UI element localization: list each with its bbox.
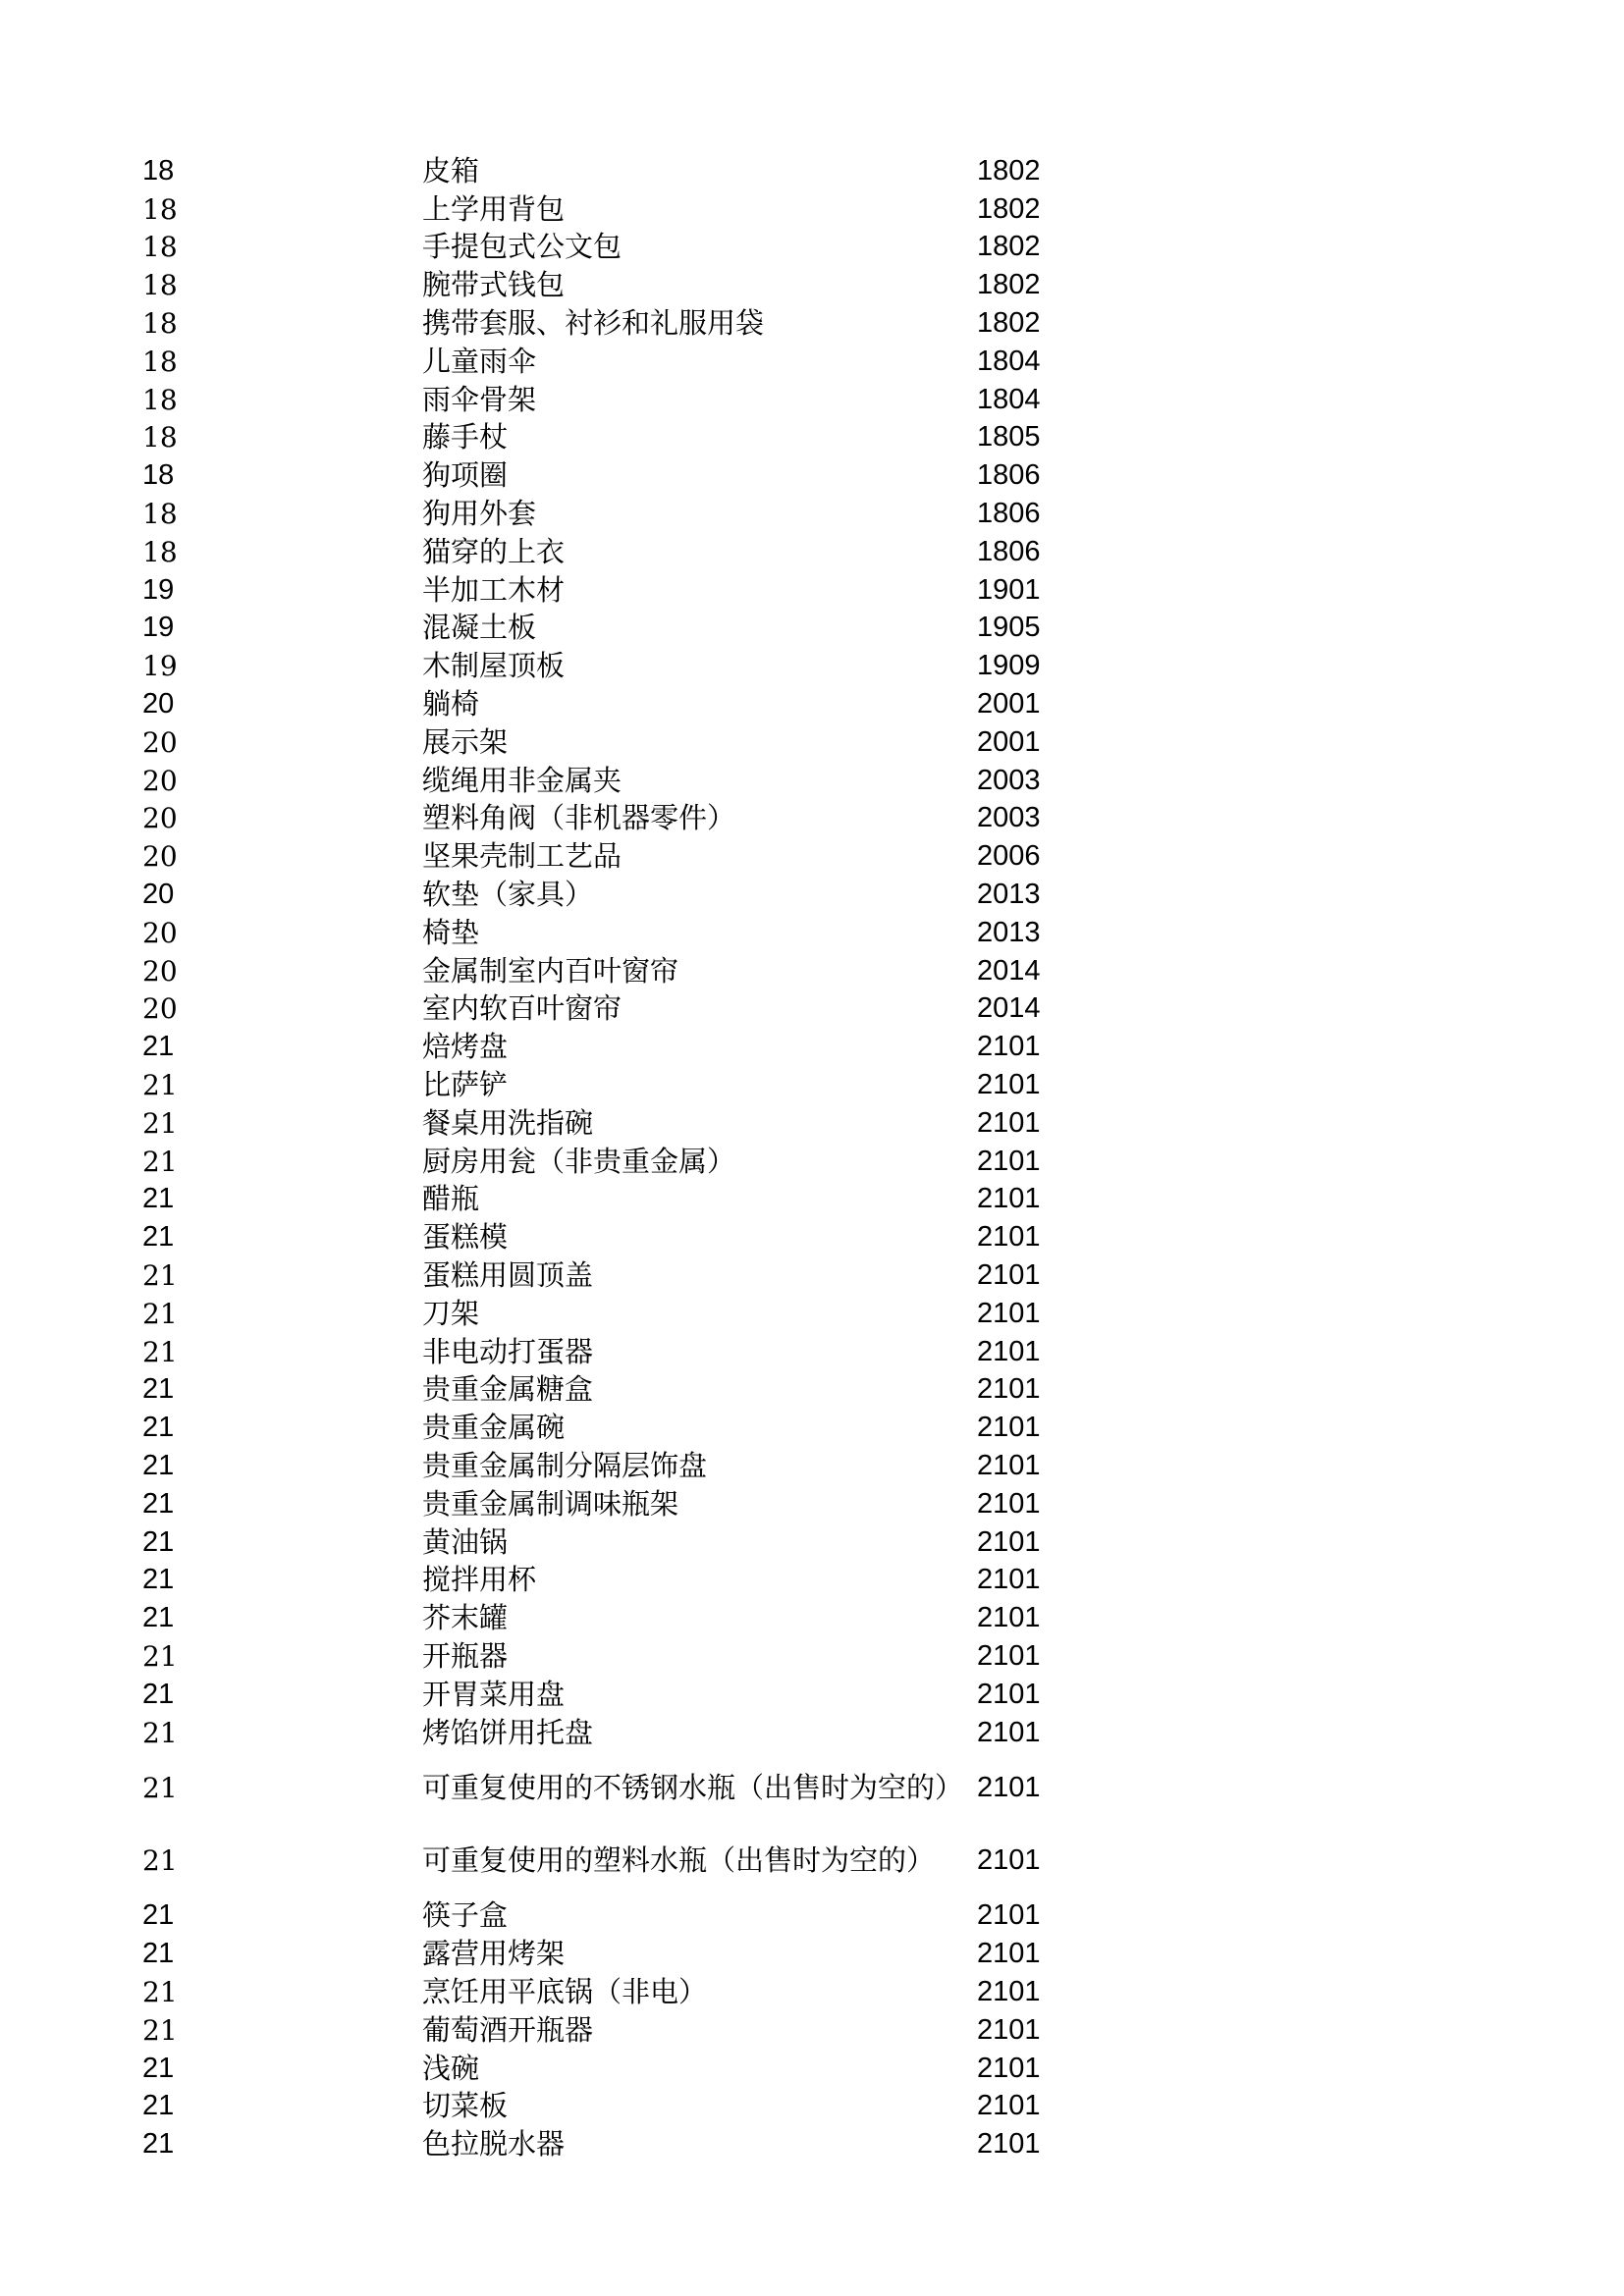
goods-name: 贵重金属制分隔层饰盘: [422, 1448, 708, 1482]
table-row: [0, 610, 1624, 648]
goods-name: 烤馅饼用托盘: [422, 1715, 594, 1749]
class-number: 20: [142, 916, 178, 949]
table-row: [0, 1104, 1624, 1143]
class-number: 21: [142, 1899, 175, 1932]
goods-name: 葡萄酒开瓶器: [422, 2012, 594, 2047]
subclass-code: 2101: [977, 1069, 1041, 1101]
table-row: [0, 571, 1624, 610]
subclass-code: 2101: [977, 1975, 1041, 2007]
table-row: [0, 152, 1624, 190]
subclass-code: 2101: [977, 2128, 1041, 2161]
table-row: [0, 762, 1624, 800]
subclass-code: 1806: [977, 459, 1041, 492]
class-number: 19: [142, 573, 175, 606]
goods-name: 烹饪用平底锅（非电）: [422, 1974, 708, 2008]
class-number: 18: [142, 498, 178, 531]
subclass-code: 1802: [977, 154, 1041, 187]
table-row: [0, 266, 1624, 304]
goods-name: 室内软百叶窗帘: [422, 991, 623, 1026]
class-number: 18: [142, 269, 178, 302]
class-number: 21: [142, 1069, 178, 1102]
class-number: 20: [142, 840, 178, 874]
table-row: [0, 1409, 1624, 1447]
class-number: 21: [142, 1975, 178, 2008]
goods-name: 贵重金属糖盒: [422, 1372, 594, 1407]
goods-name: 混凝土板: [422, 611, 537, 645]
table-row: [0, 304, 1624, 343]
table-row: [0, 647, 1624, 685]
table-row: [0, 1973, 1624, 2011]
subclass-code: 1909: [977, 650, 1041, 682]
subclass-code: 2001: [977, 688, 1041, 721]
subclass-code: 1802: [977, 307, 1041, 340]
goods-name: 雨伞骨架: [422, 382, 537, 416]
subclass-code: 2101: [977, 2052, 1041, 2084]
goods-name: 可重复使用的不锈钢水瓶（出售时为空的）: [422, 1770, 964, 1804]
class-number: 21: [142, 1843, 178, 1877]
class-number: 21: [142, 1716, 178, 1749]
subclass-code: 2101: [977, 1106, 1041, 1139]
subclass-code: 2101: [977, 1639, 1041, 1672]
class-number: 21: [142, 1221, 175, 1254]
class-number: 18: [142, 192, 178, 226]
goods-name: 黄油锅: [422, 1524, 509, 1559]
class-number: 21: [142, 1373, 175, 1406]
table-row: [0, 876, 1624, 914]
table-row: [0, 1676, 1624, 1714]
table-row: [0, 343, 1624, 381]
class-number: 18: [142, 307, 178, 341]
table-row: [0, 837, 1624, 876]
subclass-code: 2101: [977, 1297, 1041, 1329]
goods-name: 儿童雨伞: [422, 344, 537, 378]
table-row: [0, 1523, 1624, 1562]
table-row: [0, 685, 1624, 723]
goods-name: 露营用烤架: [422, 1937, 566, 1971]
goods-name: 藤手杖: [422, 420, 509, 454]
goods-name: 色拉脱水器: [422, 2127, 566, 2162]
table-row: [0, 1485, 1624, 1523]
table-row: [0, 1824, 1624, 1896]
class-number: 21: [142, 1487, 175, 1520]
subclass-code: 2014: [977, 954, 1041, 987]
subclass-code: 2101: [977, 1259, 1041, 1291]
subclass-code: 2003: [977, 764, 1041, 796]
class-number: 21: [142, 1335, 178, 1368]
goods-name: 上学用背包: [422, 191, 566, 226]
table-row: [0, 1935, 1624, 1973]
class-number: 21: [142, 1678, 175, 1710]
subclass-code: 2101: [977, 1221, 1041, 1254]
subclass-code: 2101: [977, 1031, 1041, 1063]
table-row: [0, 2125, 1624, 2163]
goods-name: 塑料角阀（非机器零件）: [422, 801, 736, 835]
class-number: 21: [142, 1771, 178, 1804]
table-row: [0, 914, 1624, 952]
goods-name: 贵重金属碗: [422, 1411, 566, 1445]
table-row: [0, 1714, 1624, 1752]
class-number: 20: [142, 954, 178, 988]
subclass-code: 2101: [977, 1449, 1041, 1481]
table-row: [0, 2050, 1624, 2088]
table-row: [0, 2087, 1624, 2125]
class-number: 20: [142, 992, 178, 1026]
class-number: 18: [142, 231, 178, 264]
goods-name: 椅垫: [422, 915, 480, 949]
class-number: 20: [142, 725, 178, 759]
subclass-code: 2013: [977, 916, 1041, 948]
class-number: 20: [142, 764, 178, 797]
class-number: 21: [142, 1525, 175, 1558]
subclass-code: 2101: [977, 2090, 1041, 2122]
table-row: [0, 1295, 1624, 1333]
subclass-code: 2101: [977, 1938, 1041, 1970]
table-row: [0, 1561, 1624, 1599]
class-number: 21: [142, 1183, 175, 1215]
class-number: 21: [142, 1449, 175, 1481]
table-row: [0, 229, 1624, 267]
subclass-code: 1901: [977, 573, 1041, 606]
table-row: [0, 1066, 1624, 1104]
table-row: [0, 1181, 1624, 1219]
goods-name: 芥末罐: [422, 1601, 509, 1635]
subclass-code: 1806: [977, 535, 1041, 567]
table-row: [0, 1751, 1624, 1824]
table-row: [0, 1256, 1624, 1295]
table-row: [0, 800, 1624, 838]
class-number: 21: [142, 2052, 175, 2084]
subclass-code: 2101: [977, 1335, 1041, 1367]
goods-name: 餐桌用洗指碗: [422, 1105, 594, 1140]
class-number: 18: [142, 154, 175, 187]
table-row: [0, 1637, 1624, 1676]
table-row: [0, 952, 1624, 990]
subclass-code: 2101: [977, 1183, 1041, 1215]
goods-name: 开胃菜用盘: [422, 1677, 566, 1711]
class-number: 21: [142, 1297, 178, 1330]
subclass-code: 1905: [977, 612, 1041, 644]
goods-name: 蛋糕模: [422, 1220, 509, 1255]
goods-name: 贵重金属制调味瓶架: [422, 1486, 679, 1521]
goods-name: 手提包式公文包: [422, 230, 623, 264]
subclass-code: 2006: [977, 840, 1041, 873]
class-number: 21: [142, 1639, 178, 1673]
subclass-code: 1806: [977, 498, 1041, 530]
table-row: [0, 381, 1624, 419]
class-number: 20: [142, 802, 178, 835]
subclass-code: 2101: [977, 1145, 1041, 1177]
goods-name: 软垫（家具）: [422, 878, 594, 912]
goods-name: 刀架: [422, 1296, 480, 1330]
goods-name: 厨房用瓮（非贵重金属）: [422, 1144, 736, 1178]
goods-name: 木制屋顶板: [422, 649, 566, 683]
subclass-code: 1805: [977, 421, 1041, 454]
subclass-code: 2101: [977, 1373, 1041, 1406]
goods-name: 比萨铲: [422, 1068, 509, 1102]
table-row: [0, 190, 1624, 229]
goods-name: 搅拌用杯: [422, 1563, 537, 1597]
class-number: 21: [142, 1145, 178, 1178]
table-row: [0, 1371, 1624, 1410]
subclass-code: 2101: [977, 1602, 1041, 1634]
class-number: 18: [142, 535, 178, 568]
class-number: 21: [142, 1602, 175, 1634]
class-number: 21: [142, 2090, 175, 2122]
table-row: [0, 1028, 1624, 1066]
subclass-code: 1802: [977, 231, 1041, 263]
table-row: [0, 533, 1624, 571]
class-number: 21: [142, 2013, 178, 2047]
table-row: [0, 723, 1624, 762]
subclass-code: 2003: [977, 802, 1041, 834]
goods-name: 狗项圈: [422, 458, 509, 493]
subclass-code: 2101: [977, 1412, 1041, 1444]
class-number: 20: [142, 879, 175, 911]
goods-name: 蛋糕用圆顶盖: [422, 1258, 594, 1292]
class-number: 21: [142, 1031, 175, 1063]
goods-name: 半加工木材: [422, 572, 566, 607]
goods-name: 可重复使用的塑料水瓶（出售时为空的）: [422, 1842, 936, 1877]
class-number: 18: [142, 421, 178, 454]
table-row: [0, 1333, 1624, 1371]
goods-name: 筷子盒: [422, 1898, 509, 1933]
goods-name: 金属制室内百叶窗帘: [422, 953, 679, 988]
subclass-code: 2101: [977, 2013, 1041, 2046]
class-number: 20: [142, 688, 175, 721]
table-row: [0, 1143, 1624, 1181]
class-number: 21: [142, 1106, 178, 1140]
goods-name: 醋瓶: [422, 1182, 480, 1216]
goods-name: 开瓶器: [422, 1638, 509, 1673]
subclass-code: 1804: [977, 345, 1041, 377]
subclass-code: 2013: [977, 879, 1041, 911]
table-row: [0, 990, 1624, 1029]
class-number: 21: [142, 1259, 178, 1292]
table-row: [0, 495, 1624, 533]
goods-name: 焙烤盘: [422, 1030, 509, 1064]
table-row: [0, 1599, 1624, 1637]
subclass-code: 1802: [977, 269, 1041, 301]
subclass-code: 2101: [977, 1716, 1041, 1748]
class-number: 19: [142, 612, 175, 644]
class-number: 21: [142, 1564, 175, 1596]
subclass-code: 2101: [977, 1771, 1041, 1803]
subclass-code: 2014: [977, 992, 1041, 1025]
goods-name: 切菜板: [422, 2089, 509, 2123]
goods-name: 皮箱: [422, 153, 480, 187]
table-row: [0, 1896, 1624, 1935]
class-number: 18: [142, 459, 175, 492]
subclass-code: 2101: [977, 1564, 1041, 1596]
goods-name: 浅碗: [422, 2051, 480, 2085]
goods-name: 猫穿的上衣: [422, 534, 566, 568]
table-row: [0, 2011, 1624, 2050]
subclass-code: 1802: [977, 192, 1041, 225]
goods-name: 腕带式钱包: [422, 268, 566, 302]
class-number: 19: [142, 650, 178, 683]
subclass-code: 2101: [977, 1843, 1041, 1876]
table-row: [0, 456, 1624, 495]
goods-table: [0, 152, 1624, 2163]
class-number: 21: [142, 2128, 175, 2161]
subclass-code: 1804: [977, 383, 1041, 415]
class-number: 18: [142, 383, 178, 416]
class-number: 18: [142, 345, 178, 378]
subclass-code: 2001: [977, 725, 1041, 758]
table-row: [0, 1218, 1624, 1256]
table-row: [0, 1447, 1624, 1485]
goods-name: 躺椅: [422, 687, 480, 721]
subclass-code: 2101: [977, 1487, 1041, 1520]
subclass-code: 2101: [977, 1899, 1041, 1932]
goods-name: 坚果壳制工艺品: [422, 839, 623, 874]
table-row: [0, 419, 1624, 457]
subclass-code: 2101: [977, 1525, 1041, 1558]
goods-name: 展示架: [422, 724, 509, 759]
goods-name: 狗用外套: [422, 497, 537, 531]
goods-name: 携带套服、衬衫和礼服用袋: [422, 306, 765, 341]
goods-name: 非电动打蛋器: [422, 1334, 594, 1368]
class-number: 21: [142, 1412, 175, 1444]
subclass-code: 2101: [977, 1678, 1041, 1710]
class-number: 21: [142, 1938, 175, 1970]
goods-name: 缆绳用非金属夹: [422, 763, 623, 797]
